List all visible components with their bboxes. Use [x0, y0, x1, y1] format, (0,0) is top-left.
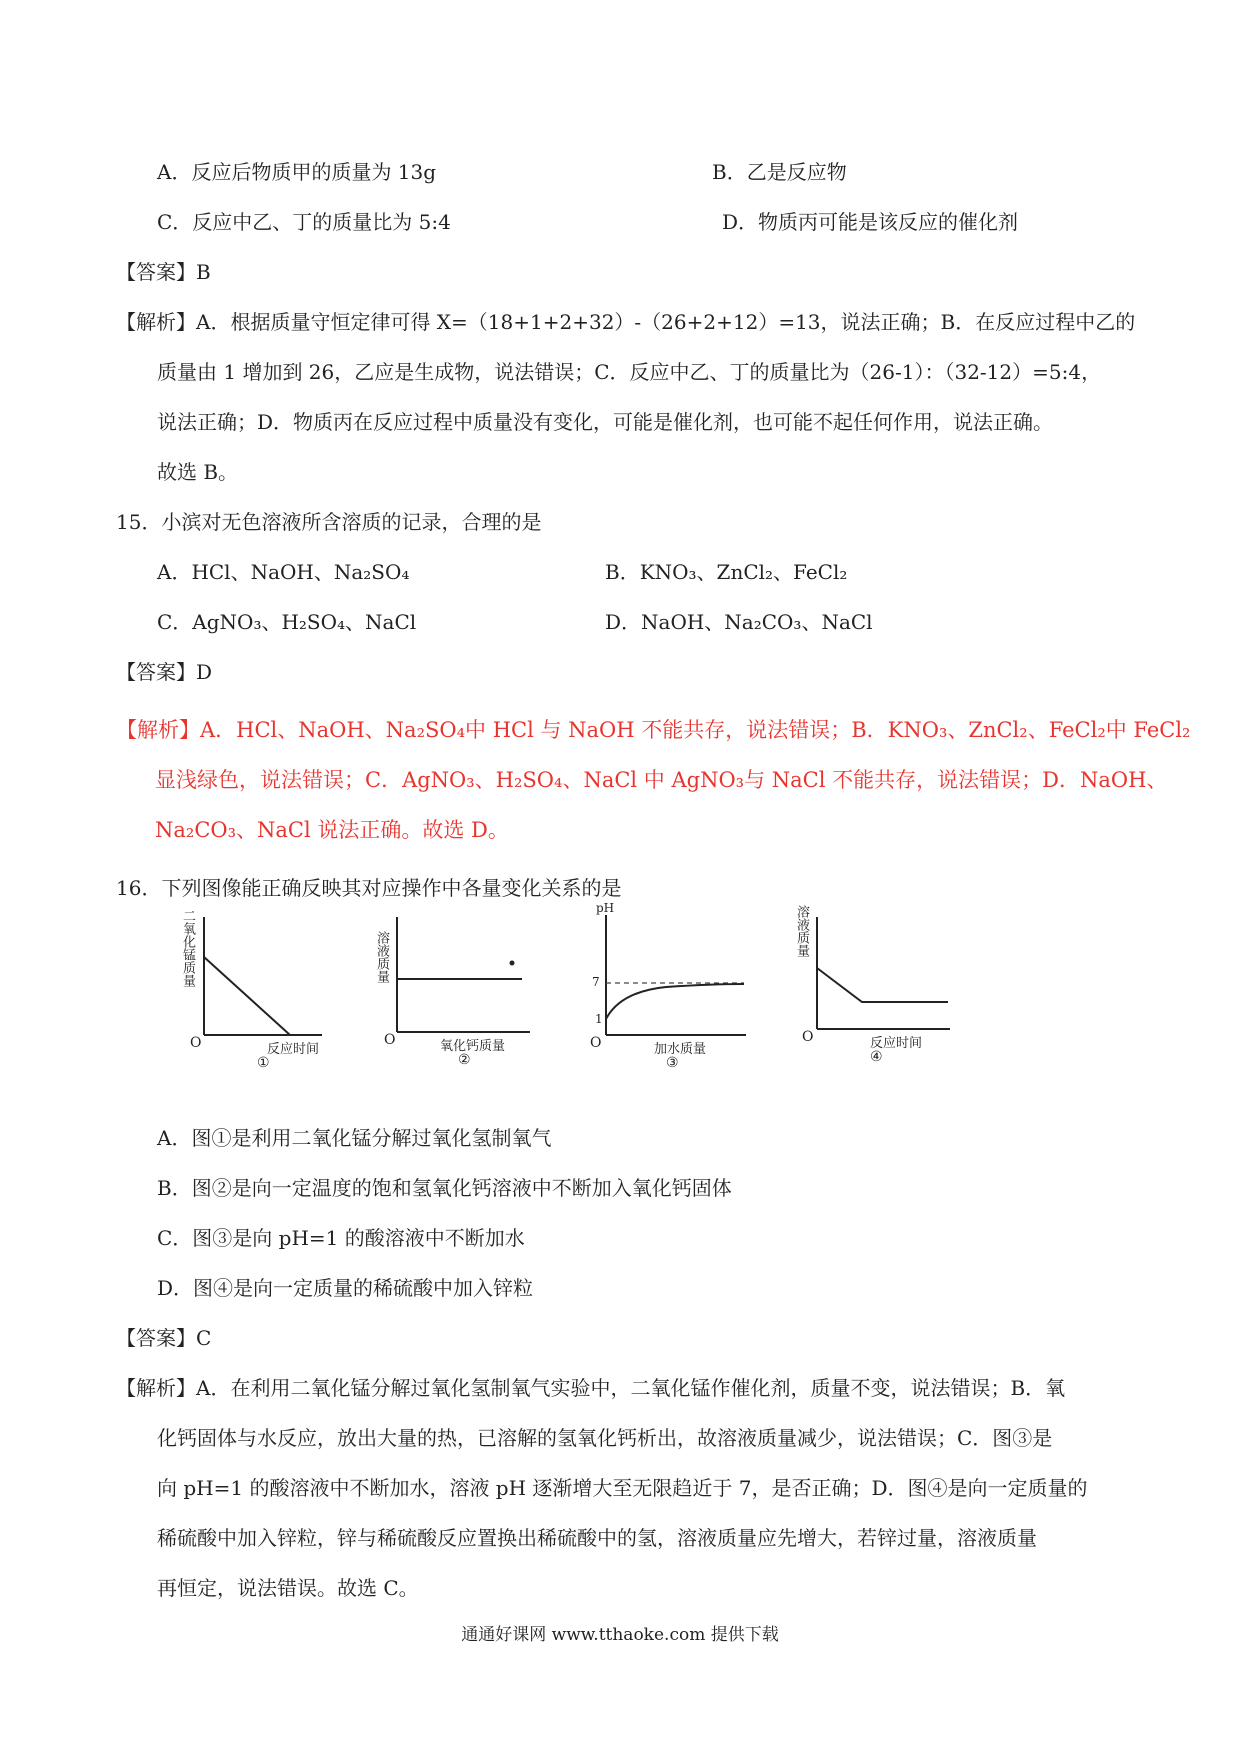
q16-explanation-line: 向 pH=1 的酸溶液中不断加水，溶液 pH 逐渐增大至无限趋近于 7，是否正确；D．图④是向一定质量的	[157, 1476, 1088, 1500]
figure-2	[370, 905, 535, 1068]
figure-3-caption: ③	[666, 1055, 679, 1071]
page-footer: 通通好课网 www.tthaoke.com 提供下载	[461, 1625, 779, 1645]
figure-3-origin: O	[590, 1035, 602, 1051]
q16-title: 16．下列图像能正确反映其对应操作中各量变化关系的是	[116, 876, 622, 900]
figure-3-tick-1: 1	[595, 1012, 603, 1026]
q14-option-c: C．反应中乙、丁的质量比为 5:4	[157, 210, 451, 234]
q15-explanation-line: 显浅绿色，说法错误；C．AgNO₃、H₂SO₄、NaCl 中 AgNO₃与 NaCl 不能共存，说法错误；D．NaOH、	[155, 768, 1168, 792]
q16-option-d: D．图④是向一定质量的稀硫酸中加入锌粒	[157, 1276, 534, 1300]
figure-2-ylabel: 溶液质量	[374, 931, 389, 983]
q15-title: 15．小滨对无色溶液所含溶质的记录，合理的是	[116, 510, 542, 534]
q16-explanation-line: 稀硫酸中加入锌粒，锌与稀硫酸反应置换出稀硫酸中的氢，溶液质量应先增大，若锌过量，溶液质量	[157, 1526, 1037, 1550]
q16-option-b: B．图②是向一定温度的饱和氢氧化钙溶液中不断加入氧化钙固体	[157, 1176, 732, 1200]
figure-1-curve	[204, 957, 290, 1035]
q14-option-b: B．乙是反应物	[712, 160, 847, 184]
q14-answer: 【答案】B	[116, 260, 211, 284]
q14-option-d: D．物质丙可能是该反应的催化剂	[722, 210, 1019, 234]
figure-1-origin: O	[190, 1035, 202, 1051]
figure-3-curve	[606, 984, 744, 1019]
q14-explanation-line: 故选 B。	[157, 460, 239, 484]
q16-answer: 【答案】C	[116, 1326, 212, 1350]
q16-option-c: C．图③是向 pH=1 的酸溶液中不断加水	[157, 1226, 525, 1250]
q15-explanation-line: 【解析】A．HCl、NaOH、Na₂SO₄中 HCl 与 NaOH 不能共存，说法错误；B．KNO₃、ZnCl₂、FeCl₂中 FeCl₂	[116, 718, 1191, 742]
figure-1	[172, 905, 337, 1071]
q16-option-a: A．图①是利用二氧化锰分解过氧化氢制氧气	[157, 1126, 552, 1150]
q16-explanation-line: 化钙固体与水反应，放出大量的热，已溶解的氢氧化钙析出，故溶液质量减少，说法错误；C．图③是	[157, 1426, 1053, 1450]
figure-1-ylabel: 二氧化锰质量	[180, 909, 195, 987]
q15-answer: 【答案】D	[116, 660, 213, 684]
q15-option-d: D．NaOH、Na₂CO₃、NaCl	[605, 610, 873, 634]
q16-explanation-line: 【解析】A．在利用二氧化锰分解过氧化氢制氧气实验中，二氧化锰作催化剂，质量不变，说法错误；B．氧	[116, 1376, 1066, 1400]
figure-4-origin: O	[802, 1029, 814, 1045]
q15-option-c: C．AgNO₃、H₂SO₄、NaCl	[157, 610, 417, 634]
figure-1-xlabel: 反应时间	[267, 1042, 320, 1057]
q16-explanation-line: 再恒定，说法错误。故选 C。	[157, 1576, 419, 1600]
figure-3-ylabel: pH	[596, 901, 615, 915]
figure-3-xlabel: 加水质量	[654, 1042, 707, 1057]
q15-option-a: A．HCl、NaOH、Na₂SO₄	[157, 560, 410, 584]
q14-option-a: A．反应后物质甲的质量为 13g	[157, 160, 437, 184]
figure-4-caption: ④	[870, 1049, 883, 1065]
figure-3	[586, 901, 751, 1071]
q15-explanation-line: Na₂CO₃、NaCl 说法正确。故选 D。	[155, 818, 509, 842]
figure-4-xlabel: 反应时间	[870, 1036, 923, 1051]
figure-4	[790, 905, 955, 1065]
figure-1-caption: ①	[257, 1055, 270, 1071]
figure-2-xlabel: 氧化钙质量	[440, 1039, 506, 1054]
q15-option-b: B．KNO₃、ZnCl₂、FeCl₂	[605, 560, 848, 584]
q14-explanation-line: 质量由 1 增加到 26，乙应是生成物，说法错误；C．反应中乙、丁的质量比为（26-1）：（32-12）=5:4，	[157, 360, 1102, 384]
figure-2-caption: ②	[458, 1052, 471, 1068]
figure-3-graph	[586, 905, 751, 1055]
figure-4-ylabel: 溶液质量	[794, 905, 809, 957]
figure-2-dot	[510, 961, 515, 966]
figure-1-graph	[172, 905, 337, 1055]
figure-3-tick-7: 7	[592, 975, 600, 989]
q14-explanation-line: 【解析】A．根据质量守恒定律可得 X=（18+1+2+32）-（26+2+12）=13，说法正确；B．在反应过程中乙的	[116, 310, 1136, 334]
q14-explanation-line: 说法正确；D．物质丙在反应过程中质量没有变化，可能是催化剂，也可能不起任何作用，说法正确。	[157, 410, 1054, 434]
figure-2-origin: O	[384, 1032, 396, 1048]
figure-4-curve	[817, 968, 948, 1002]
